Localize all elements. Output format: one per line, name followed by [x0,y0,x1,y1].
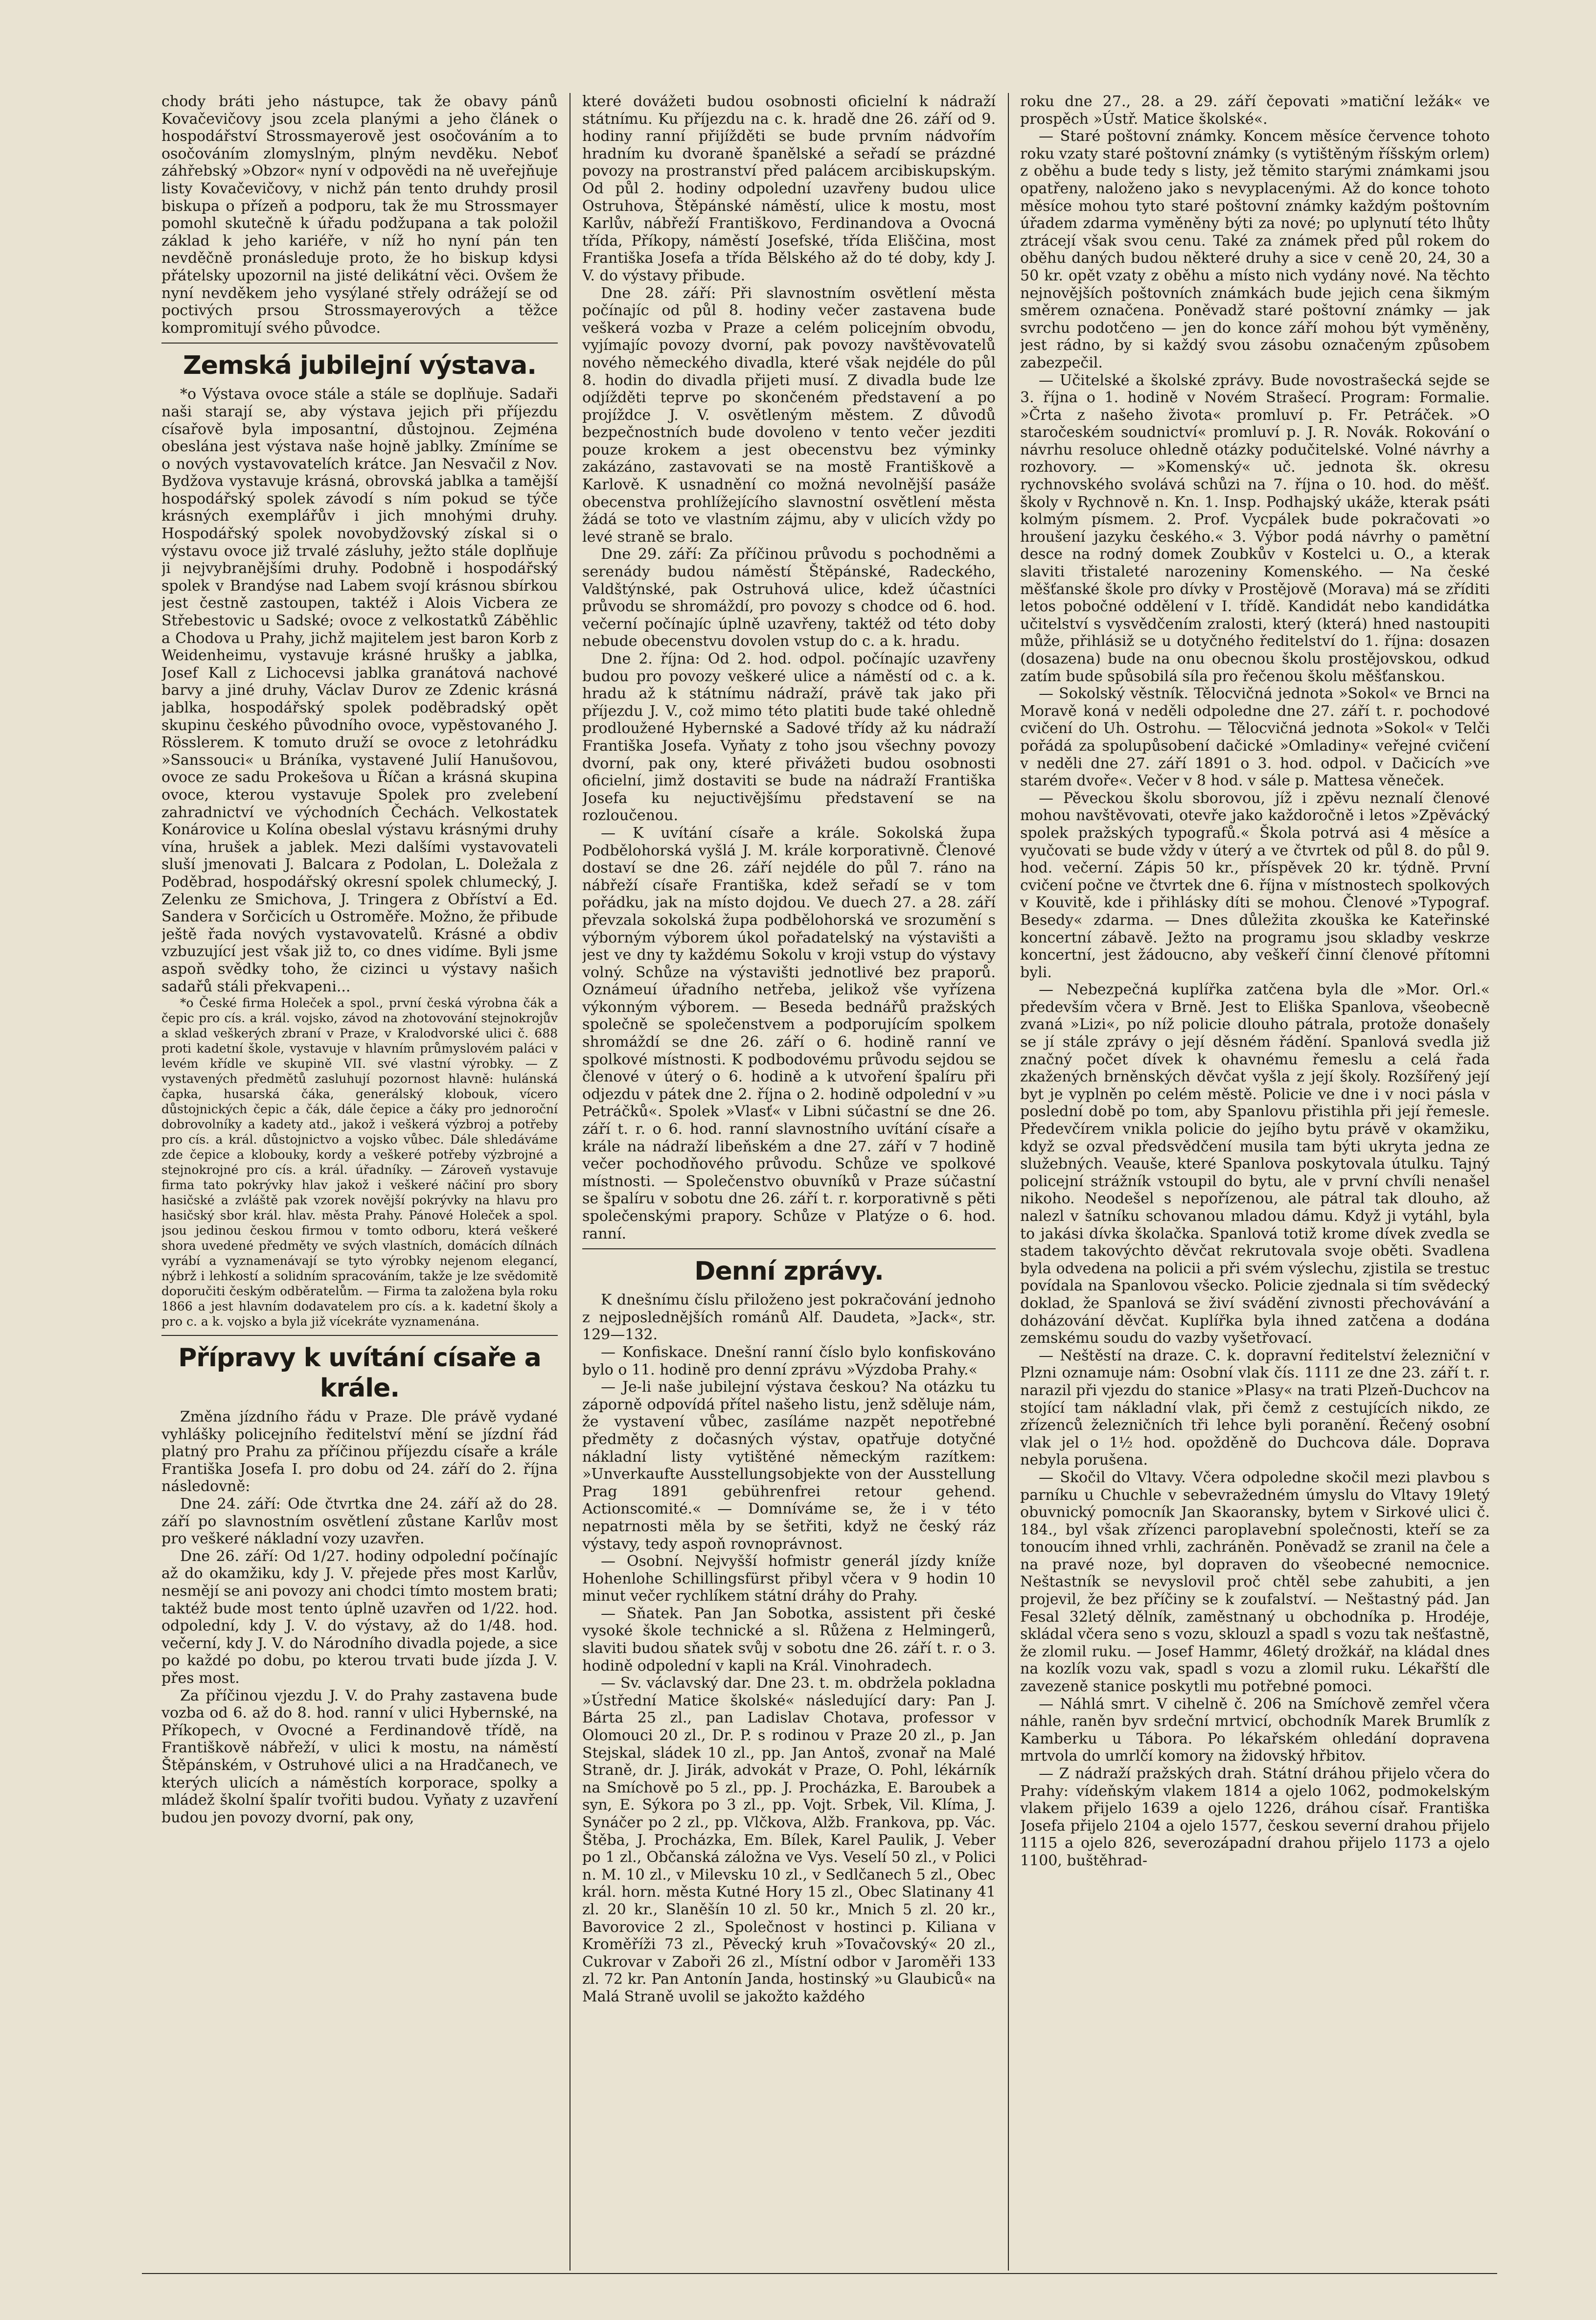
article-text: — Konfiskace. Dnešní ranní číslo bylo konfiskováno bylo o 11. hodině pro denní zprávu »Výzdoba Prahy.« [582,1343,996,1378]
section-divider [582,1248,996,1249]
section-heading: Přípravy k uvítání císaře a krále. [178,1343,541,1403]
article-text: *o České firma Holeček a spol., první česká výrobna čák a čepic pro cís. a král. vojsko, závod na zhotovování stejnokrojův a sklad veškerých zbraní v Praze, v Kralodvorské ulici č. 688 proti kadetní škole, vystavuje v hlavním průmyslovém paláci v levém křídle ve skupině VII. své vlastní výrobky. — Z vystavených předmětů zasluhují pozornost hlavně: hulánská čapka, husarská čáka, generálský klobouk, vícero důstojnických čepic a čák, dále čepice a čáky pro jednoroční dobrovolníky a kadety atd., jakož i veškerá výzbroj a potřeby pro cís. a král. důstojnictvo a vojsko vůbec. Dále shledáváme zde čepice a klobouky, kordy a veškeré potřeby výzbrojné a stejnokrojné pro cís. a král. úřadníky. — Zároveň vystavuje firma tato pokrývky hlav jakož i veškeré náčiní pro sbory hasičské a zvláště pak vzorek novější pokrývky na hlavu pro hasičský sbor král. hlav. města Prahy. Pánové Holeček a spol. jsou jedinou českou firmou v tomto odboru, která veškeré shora uvedené předměty ve svých vlastních, domácích dílnách vyrábí a vyznamenávají se tyto výrobky nejenom elegancí, nýbrž i lehkostí a solidním spracováním, takže je lze svědomitě doporučiti českým odběratelům. — Firma ta založena byla roku 1866 a jest hlavním dodavatelem pro cís. a k. kadetní školy a pro c. a k. vojsko a byla již vícekráte vyznamenána. [161,996,558,1329]
article-text: Dne 2. října: Od 2. hod. odpol. počínajíc uzavřeny budou pro povozy veškeré ulice a náměstí od c. a k. hradu až k státnímu nádraží, právě tak jako při příjezdu J. V., což mimo této platiti bude také ohledně prodloužené Hybernské a Sadové třídy až ku nádraží Františka Josefa. Vyňaty z toho jsou všechny povozy dvorní, pak ony, které přivážeti budou osobnosti oficielní, jimž dostaviti se bude na nádraží Františka Josefa ku nejuctivějšímu představení se na rozloučenou. [582,650,996,825]
article-text: Dne 26. září: Od 1/27. hodiny odpolední počínajíc až do okamžiku, kdy J. V. přejede přes most Karlův, nesmějí se ani povozy ani chodci tímto mostem brati; taktéž bude most tento úplně uzavřen od 1/22. hod. odpolední, kdy J. V. do výstavy, až do 1/48. hod. večerní, kdy J. V. do Národního divadla pojede, a sice po každé po dobu, po kterou trvati bude jízda J. V. přes most. [161,1547,558,1687]
article-text: — Skočil do Vltavy. Včera odpoledne skočil mezi plavbou s parníku u Chuchle v sebevražedném úmyslu do Vltavy 19letý obuvnický pomocník Jan Skaoransky, bytem v Sirkové ulici č. 184., byl však zřízenci paroplavební společnosti, kteří se za tonoucím ihned vrhli, zachráněn. Poněvadž se zranil na čele a na pravé noze, byl dopraven do všeobecné nemocnice. Neštastník se nevyslovil proč chtěl sebe zahubiti, a jen projevil, že bez příčiny se k zoufalství. — Neštastný pád. Jan Fesal 32letý dělník, zaměstnaný u obchodníka p. Hrodéje, skládal včera seno s vozu, sklouzl a spadl s vozu tak nešťastně, že zlomil ruku. — Josef Hammr, 46letý drožkář, na kládal dnes na kozlík vozu vak, spadl s vozu a zlomil ruku. Lékařští dle zavezeně stanice poskytli mu potřebné pomoci. [1020,1469,1490,1696]
column-1 [161,93,558,2271]
column-divider [1008,93,1009,2271]
article-text: — Z nádraží pražských drah. Státní dráhou přijelo včera do Prahy: vídeňským vlakem 1814 a ojelo 1062, podmokelským vlakem přijelo 1639 a ojelo 1226, dráhou císař. Františka Josefa přijelo 2104 a ojelo 1577, českou severní drahou přijelo 1115 a ojelo 826, severozápadní drahou přijelo 1173 a ojelo 1100, buštěhrad- [1020,1765,1490,1869]
article-text: Změna jízdního řádu v Praze. Dle právě vydané vyhlášky policejního ředitelství mění se jízdní řád platný pro Prahu za příčinou příjezdu císaře a krále Františka Josefa I. pro dobu od 24. září do 2. října následovně: [161,1408,558,1495]
newspaper-page [142,93,1497,2271]
article-text: — K uvítání císaře a krále. Sokolská župa Podbělohorská vyšlá J. M. krále korporativně. Členové dostaví se dne 26. září nejdéle do půl 7. ráno na nábřeží císaře Františka, kdež seřadí se v tom pořádku, jak na místo dojdou. Ve duech 27. a 28. září převzala sokolská župa podbělohorská ve srozumění s výborným výborem úkol pořadatelský na výstavišti a jest ve dny ty každému Sokolu v kroji vstup do výstavy volný. Schůze na výstavišti jednotlivé bez praporů. Oznámeuí úřadního netřeba, jelikož vše vyřízena výkonným výborem. — Beseda bednářů pražských společně se společenstvem a podporujícím spolkem shromáždí se dne 26. září o 6. hodině ranní ve spolkové místnosti. K podbodovému průvodu sejdou se členové v úterý o 6. hodině a k utvoření špalíru při odjezdu v pátek dne 2. října o 2. hodině odpolední v »u Petráčků«. Spolek »Vlasť« v Libni súčastní se dne 26. září t. r. o 6. hod. ranní slavnostního uvítání císaře a krále na nádraží libeňském a dne 27. září v 7 hodině večer pochodňového průvodu. Schůze ve spolkové místnosti. — Společenstvo obuvníků v Praze súčastní se špalíru v sobotu dne 26. září t. r. korporativně s pěti společenskými prapory. Schůze v Platýze o 6. hod. ranní. [582,824,996,1242]
article-text: *o Výstava ovoce stále a stále se doplňuje. Sadaři naši starají se, aby výstava jejich při příjezdu císařově byla imposantní, důstojnou. Zejména obeslána jest výstava naše hojně jablky. Zmíníme se o nových vystavovatelích krátce. Jan Nesvačil z Nov. Bydžova vystavuje krásná, obrovská jablka a tamější hospodářský spolek závodí s ním pokud se týče krásných exemplářův i jich mnohými druhy. Hospodářský spolek novobydžovský získal si o výstavu ovoce již trvalé zásluhy, ježto stále doplňuje ji nejvybranějšími druhy. Podobně i hospodářský spolek v Brandýse nad Labem svojí krásnou sbírkou jest čestně zastoupen, taktéž i Alois Vicbera ze Střebestovic u Sadské; ovoce z velkostatků Záběhlic a Chodova u Prahy, jichž majitelem jest baron Korb z Weidenheimu, vystavuje krásné hrušky a jablka, Josef Kall z Lichocevsi jablka granátová nachové barvy a jiné druhy, Václav Durov ze Zdenic krásná jablka, hospodářský spolek poděbradský opět skupinu českého původního ovoce, vypěstovaného J. Rösslerem. K tomuto druží se ovoce z letohrádku »Sanssouci« u Bráníka, vystavené Julií Hanušovou, ovoce ze sadu Prokešova u Říčan a krásná skupina ovoce, kterou vystavuje Spolek pro zvelebení zahradnictví ve východních Čechách. Velkostatek Konárovice u Kolína obeslal výstavu krásnými druhy vína, hrušek a jablek. Mezi dalšími vystavovateli sluší jmenovati J. Balcara z Podolan, L. Doležala z Poděbrad, hospodářský okresní spolek chlumecký, J. Zelenku ze Smichova, J. Tringera z Obříství a Ed. Sandera v Sorčicích u Ostroměře. Možno, že přibude ještě řada nových vystavovatelů. Krásné a obdiv vzbuzující jest však již to, co dnes vidíme. Byli jsme aspoň svědky toho, že cizinci u výstavy našich sadařů stáli překvapeni... [161,386,558,995]
article-text: které dovážeti budou osobnosti oficielní k nádraží státnímu. Ku příjezdu na c. k. hradě dne 26. září od 9. hodiny ranní přijížděti se bude prvním nádvořím hradním ku dvoraně španělské a seřadí se prázdné povozy na prostranství před palácem arcibiskupským. Od půl 2. hodiny odpolední uzavřeny budou ulice Ostruhova, Štěpánské náměstí, ulice k mostu, most Karlův, nábřeží Františkovo, Ferdinandova a Ovocná třída, Příkopy, náměstí Josefské, třída Eliščina, most Františka Josefa a třída Bělského až do té doby, kdy J. V. do výstavy přibude. [582,93,996,284]
article-text: chody bráti jeho nástupce, tak že obavy pánů Kovačevičovy jsou zcela planými a jeho článek o hospodářství Strossmayerově jest osočováním a to osočováním zlomyslným, plným nevděku. Neboť záhřebský »Obzor« nyní v odpovědi na ně uveřejňuje listy Kovačevičovy, v nichž pán tento druhdy prosil biskupa o přízeň a podporu, tak že mu Strossmayer pomohl skutečně k úřadu podžupana a tak položil základ k jeho kariéře, v níž ho nyní pán ten nevděčně pronásleduje proto, že ho biskup kdysi přátelsky upozornil na jisté delikátní věci. Ovšem že nyní nevděkem jeho vysýlané střely odrážejí se od poctivých prsou Strossmayerových a těžce kompromitují svého původce. [161,93,558,337]
section-divider [161,1335,558,1336]
article-text: Dne 28. září: Při slavnostním osvětlení města počínajíc od půl 8. hodiny večer zastavena bude veškerá vozba v Praze a celém policejním obvodu, vyjímajíc povozy dvorní, pak povozy navštěvovatelů nového německého divadla, které však nejdéle do půl 8. hodin do divadla přijeti musí. Z divadla bude lze odjížděti teprve po skončeném představení a po projíždce J. V. osvětleným městem. Z důvodů bezpečnostních bude dovoleno v tento večer jezditi pouze krokem a jest obecenstvu bez výminky zakázáno, zastavovati se na mostě Františkově a Karlově. K usnadnění co možná nevolnější pasáže obecenstva prohlížejícího slavnostní osvětlení města žádá se toto ve vlastním zájmu, aby v ulicích vždy po levé straně se bralo. [582,284,996,546]
article-text: Dne 24. září: Ode čtvrtka dne 24. září až do 28. září po slavnostním osvětlení zůstane Karlův most pro veškeré nákladní vozy uzavřen. [161,1495,558,1548]
article-text: — Sňatek. Pan Jan Sobotka, assistent při české vysoké škole technické a sl. Růžena z Helmingerů, slaviti budou sňatek svůj v sobotu dne 26. září t. r. o 3. hodině odpolední v kapli na Král. Vinohradech. [582,1605,996,1675]
article-text: — Neštěstí na draze. C. k. dopravní ředitelství železniční v Plzni oznamuje nám: Osobní vlak čís. 1111 ze dne 23. září t. r. narazil při vjezdu do stanice »Plasy« na trati Plzeň-Duchcov na stojící tam nákladní vlak, při čemž z cestujících nikdo, ze zřízenců železničních tři lehce byli poranění. Řečený osobní vlak jel o 1½ hod. opožděně do Duchcova dále. Doprava nebyla porušena. [1020,1347,1490,1469]
article-text: — Náhlá smrt. V cihelně č. 206 na Smíchově zemřel včera náhle, raněn byv srdeční mrtvicí, obchodník Marek Brumlík z Kamberku u Tábora. Po lékařském ohledání dopravena mrtvola do umrlčí komory na židovský hřbitov. [1020,1695,1490,1765]
page-bottom-rule [142,2273,1497,2274]
article-text: — Osobní. Nejvyšší hofmistr generál jízdy kníže Hohenlohe Schillingsfürst přibyl včera v 9 hodin 10 minut večer rychlíkem státní dráhy do Prahy. [582,1553,996,1605]
article-text: — Sv. václavský dar. Dne 23. t. m. obdržela pokladna »Ústřední Matice školské« následující dary: Pan J. Bárta 25 zl., pan Ladislav Chotava, professor v Olomouci 20 zl., Dr. P. s rodinou v Praze 20 zl., p. Jan Stejskal, sládek 10 zl., pp. Jan Antoš, zvonař na Malé Straně, dr. J. Jirák, advokát v Praze, O. Pohl, lékárník na Smíchově po 5 zl., pp. J. Procházka, E. Baroubek a syn, E. Sýkora po 3 zl., pp. Vojt. Srbek, Vil. Klíma, J. Synáčer po 2 zl., pp. Vlčkova, Alžb. Frankova, pp. Vác. Štěba, J. Procházka, Em. Bílek, Karel Paulik, J. Veber po 1 zl., Občanská záložna ve Vys. Veselí 50 zl., v Polici n. M. 10 zl., v Milevsku 10 zl., v Sedlčanech 5 zl., Obec král. horn. města Kutné Hory 15 zl., Obec Slatinany 41 zl. 20 kr., Slaněšín 10 zl. 50 kr., Mnich 5 zl. 20 kr., Bavorovice 2 zl., Společnost v hostinci p. Kiliana v Kroměříži 73 zl., Pěvecký kruh »Tovačovský« 20 zl., Cukrovar v Zaboři 26 zl., Místní odbor v Jaroměři 133 zl. 72 kr. Pan Antonín Janda, hostinský »u Glaubiců« na Malá Straně uvolil se jakožto každého [582,1675,996,2005]
article-text: — Nebezpečná kuplířka zatčena byla dle »Mor. Orl.« především včera v Brně. Jest to Eliška Spanlova, všeobecně zvaná »Lizi«, po níž policie dlouho pátrala, protože donašely se jí stále zprávy o její děsném řádění. Spanlová svedla již značný počet dívek k ohavnému řemeslu a celá řada zkažených brněnských děvčat vyšla z její školy. Rozšířený její byt je vyplněn po celém městě. Policie ve dne i v noci pásla v poslední době po tom, aby Spanlovu přistihla při její řemesle. Předevčírem vnikla policie do jejího bytu právě v okamžiku, když se ozval předsvědčení musila tam býti ukryta jedna ze služebných. Veauše, které Spanlova poskytovala útulku. Tajný policejní strážník vstoupil do bytu, ale v první chvíli nenašel nikoho. Neodešel s nepořízenou, ale pátral tak dlouho, až nalezl v šatníku schovanou mladou dámu. Když ji vytáhl, byla to jakási dívka školačka. Spanlová totiž krome dívek zvedla se stadem takovýchto děvčat rekrutovala svoje oběti. Svadlena byla odvedena na policii a při svém výslechu, zjistila se trestuc povídala na Spanlovou všecko. Policie zjednala si tím svědecký doklad, že Spanlová se živí svádění zivnosti přechovávání a doházování děvčat. Kuplířka byla ihned zatčena a dodána zemskému soudu do vazby vyšetřovací. [1020,981,1490,1347]
article-text: — Učitelské a školské zprávy. Bude novostrašecká sejde se 3. října o 1. hodině v Novém Strašecí. Program: Formalie. »Črta z našeho života« promluví p. Fr. Petráček. »O staročeském soudnictví« promluví p. J. R. Novák. Rokování o návrhu resoluce ohledně otázky podučitelské. Volné návrhy a rozhovory. — »Komenský« uč. jednota šk. okresu rychnovského svolává schůzi na 7. října o 10. hod. do měšť. školy v Rychnově n. Kn. 1. Insp. Podhajský ukáže, kterak psáti kolmým písmem. 2. Prof. Vycpálek bude pokračovati »o hroušení jazyku českého.« 3. Výbor podá návrhy o pamětní desce na rodný domek Zoubkův v Kostelci u. O., a kterak slaviti třistaleté narozeniny Komenského. — Na české měšťanské škole pro dívky v Prostějově (Morava) má se zříditi letos pobočné oddělení v I. třídě. Kandidát nebo kandidátka učitelství s vysvědčením zralosti, který (která) hned nastoupiti může, přihlásiž se u dotyčného ředitelství do 1. října: dosazen (dosazena) bude na onu obecnou školu prostějovskou, odkud zatím bude spůsobilá síla pro řečenou školu měšťanskou. [1020,371,1490,685]
column-3 [1020,93,1490,2271]
section-heading: Zemská jubilejní výstava. [182,351,537,381]
article-text: — Sokolský věstník. Tělocvičná jednota »Sokol« ve Brnci na Moravě koná v neděli odpoledne dne 27. září t. r. pochodové cvičení do Uh. Ostrohu. — Tělocvičná jednota »Sokol« v Telči pořádá za spolupůsobení dačické »Omladiny« veřejné cvičení v neděli dne 27. září 1891 o 3. hod. odpol. v Dačicích »ve starém dvoře«. Večer v 8 hod. v sále p. Mattesa věneček. [1020,685,1490,790]
article-text: K dnešnímu číslu přiloženo jest pokračování jednoho z nejposlednějších románů Alf. Daudeta, »Jack«, str. 129—132. [582,1291,996,1344]
article-text: — Pěveckou školu sborovou, jíž i zpěvu neznalí členové mohou navštěvovati, otevře jako každoročně i letos »Zpěvácký spolek pražských typografů.« Škola potrvá asi 4 měsíce a vyučovati se bude vždy v úterý a ve čtvrtek od půl 8. do půl 9. hod. večerní. Zápis 50 kr., příspěvek 20 kr. týdně. První cvičení počne ve čtvrtek dne 6. října v místnostech spolkových v Kouvitě, kde i přihlásky díti se mohou. Členové »Typograf. Besedy« zdarma. — Dnes důležita zkouška ke Kateřinské koncertní zábavě. Ježto na programu jsou skladby veskrze koncertní, jest žádoucno, aby veškeří činní členové přítomni byli. [1020,789,1490,981]
section-heading: Denní zprávy. [694,1257,884,1286]
article-text: Za příčinou vjezdu J. V. do Prahy zastavena bude vozba od 6. až do 8. hod. ranní v ulici Hybernské, na Příkopech, v Ovocné a Ferdinandově třídě, na Františkově nábřeží, v ulici k mostu, na náměstí Štěpánském, v Ostruhové ulici a na Hradčanech, ve kterých ulicích a náměstích korporace, spolky a mládež školní špalír tvořiti budou. Vyňaty z uzavření budou jen povozy dvorní, pak ony, [161,1687,558,1826]
article-text: — Je-li naše jubilejní výstava českou? Na otázku tu záporně odpovídá přítel našeho listu, jenž sděluje nám, že vystavení vůbec, zasíláme nazpět nepotřebné předměty z dočasných výstav, opatřuje dotyčné nákladní listy vytištěné německým razítkem: »Unverkaufte Ausstellungsobjekte von der Ausstellung Prag 1891 gebührenfrei retour gehend. Actionscomité.« — Domníváme se, že i v této nepatrnosti měla by se šetřiti, když ne český ráz výstavy, tedy aspoň rovnoprávnost. [582,1378,996,1553]
article-text: — Staré poštovní známky. Koncem měsíce července tohoto roku vzaty staré poštovní známky (s vytištěným říšským orlem) z oběhu a bude tedy s listy, jež těmito starými známkami jsou opatřeny, naloženo jako s nevyplacenými. Až do konce tohoto měsíce mohou tyto staré poštovní známky každým poštovním úřadem zdarma vyměněny býti za nové; po uplynutí této lhůty ztrácejí však svou cenu. Také za známek před půl rokem do oběhu daných budou některé druhy a sice v ceně 20, 24, 30 a 50 kr. opět vzaty z oběhu a místo nich vydány nové. Na těchto nejnovějších poštovních známkách bude jejich cena šikmým směrem označena. Poněvadž staré poštovní známky — jak svrchu podotčeno — jen do konce září mohou být vyměněny, jest rádno, by si každý svou zásobu označeným způsobem zabezpečil. [1020,128,1490,371]
section-divider [161,343,558,344]
column-2 [582,93,996,2271]
article-text: roku dne 27., 28. a 29. září čepovati »matiční ležák« ve prospěch »Ústř. Matice školské«. [1020,93,1490,128]
article-text: Dne 29. září: Za příčinou průvodu s pochodněmi a serenády budou náměstí Štěpánské, Radeckého, Valdštýnské, pak Ostruhová ulice, kdež účastníci průvodu se shromáždí, pro povozy s chodce od 6. hod. večerní počínajíc úplně uzavřeny, taktéž od této doby nebude obecenstvu dovolen vstup do c. a k. hradu. [582,546,996,650]
